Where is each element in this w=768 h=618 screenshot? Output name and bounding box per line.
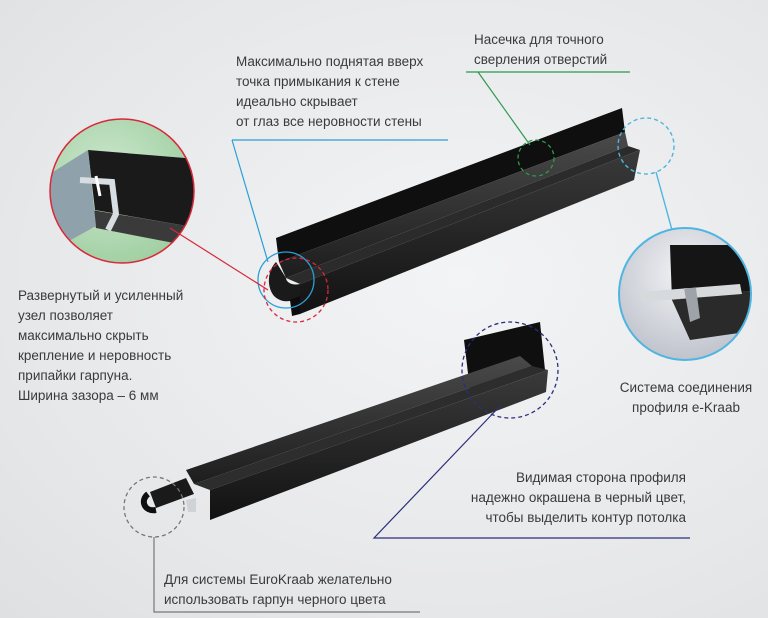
- callout-drill-notch: Насечка для точного сверления отверстий: [474, 32, 608, 67]
- callout-harpoon: Для системы EuroKraab желательно использовать гарпун черного цвета: [164, 572, 392, 607]
- callout-reinforced-node: Развернутый и усиленный узел позволяет максимально скрыть крепление и неровность припайки гарпуна. Ширина зазора – 6 мм: [18, 288, 184, 403]
- leader-top-center-diag: [232, 140, 268, 262]
- zoom-right-closeup: [619, 228, 760, 360]
- callout-visible-side: Видимая сторона профиля надежно окрашена в черный цвет, чтобы выделить контур потолка: [470, 470, 686, 525]
- leader-left: [170, 228, 268, 290]
- leader-right: [656, 172, 672, 230]
- leader-top-right-diag: [478, 72, 530, 145]
- callout-ekraab-joint: Система соединения профиля e-Kraab: [619, 380, 753, 415]
- upper-profile: [269, 108, 640, 316]
- zoom-left-closeup: [40, 119, 210, 263]
- callout-wall-contact: Максимально поднятая вверх точка примыкания к стене идеально скрывает от глаз все неровности стены: [236, 54, 424, 129]
- marker-harpoon: [124, 477, 184, 537]
